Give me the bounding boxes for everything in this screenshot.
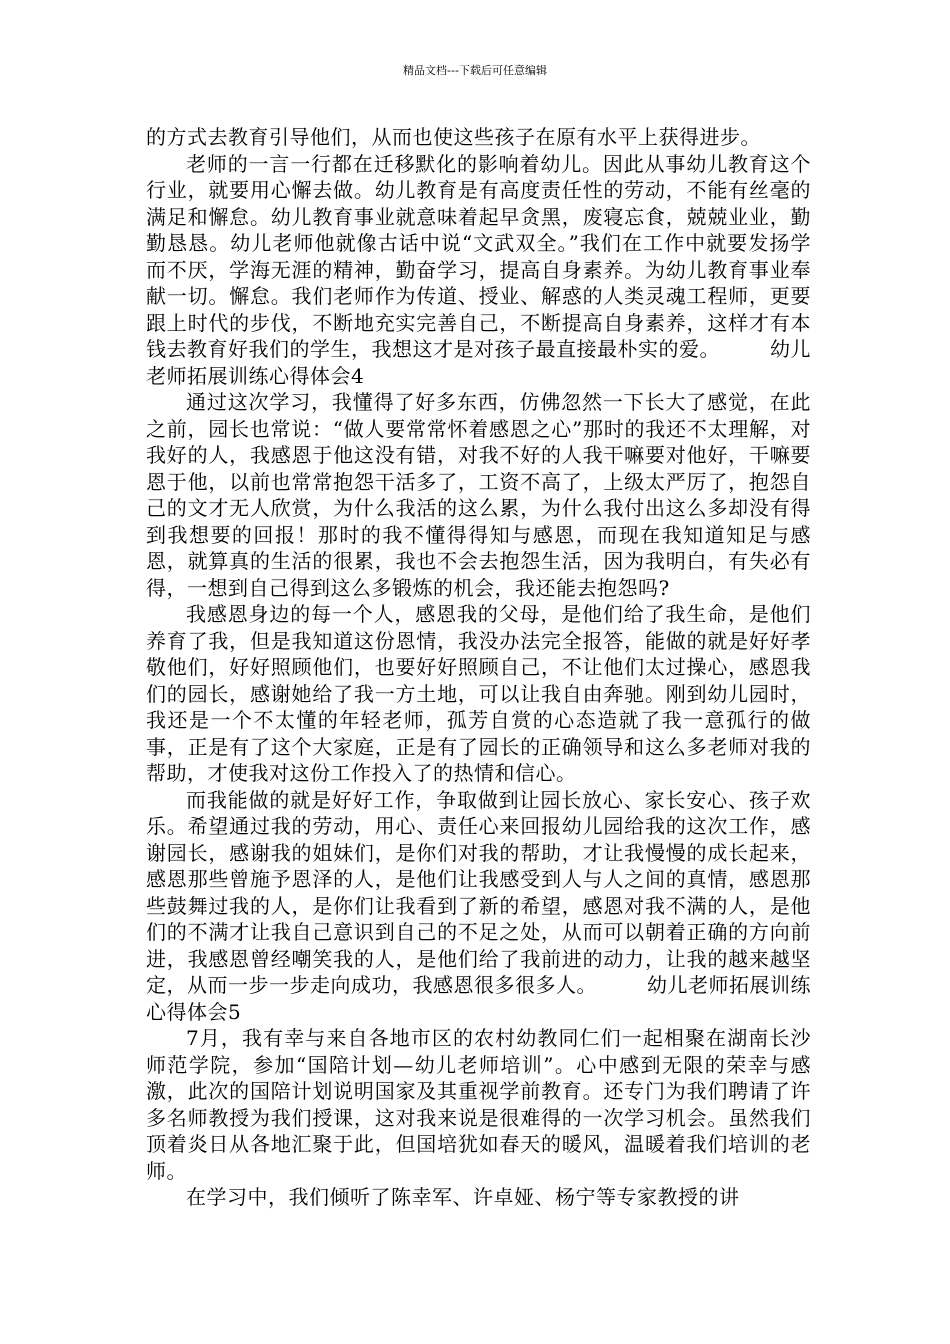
paragraph	[146, 787, 811, 1026]
paragraph-text: 而我能做的就是好好工作，争取做到让园长放心、家长安心、孩子欢乐。希望通过我的劳动，用心、责任心来回报幼儿园给我的这次工作，感谢园长，感谢我的姐妹们，是你们对我的帮助，才让我慢慢的成长起来，感恩那些曾施予恩泽的人，是他们让我感受到人与人之间的真情，感恩那些鼓舞过我的人，是你们让我看到了新的希望，感恩对我不满的人，是他们的不满才让我自己意识到自己的不足之处，从而可以朝着正确的方向前进，我感恩曾经嘲笑我的人，是他们给了我前进的动力，让我的越来越坚定，从而一步一步走向成功，我感恩很多很多人。	[146, 787, 811, 997]
paragraph	[146, 389, 811, 601]
section-heading: 幼儿老师拓展训练心得体会4	[146, 337, 811, 388]
paragraph	[146, 151, 811, 390]
paragraph-text: 在学习中，我们倾听了陈幸军、许卓娅、杨宁等专家教授的讲	[186, 1185, 740, 1209]
paragraph-text: 7月，我有幸与来自各地市区的农村幼教同仁们一起相聚在湖南长沙师范学院，参加“国陪计划—幼儿老师培训”。心中感到无限的荣幸与感激，此次的国陪计划说明国家及其重视学前教育。还专门为我们聘请了许多名师教授为我们授课，这对我来说是很难得的一次学习机会。虽然我们顶着炎日从各地汇聚于此，但国培犹如春天的暖风，温暖着我们培训的老师。	[146, 1026, 811, 1183]
paragraph-text: 通过这次学习，我懂得了好多东西，仿佛忽然一下长大了感觉，在此之前，园长也常说：“做人要常常怀着感恩之心”那时的我还不太理解，对我好的人，我感恩于他这没有错，对我不好的人我干嘛要对他好，干嘛要恩于他，以前也常常抱怨干活多了，工资不高了，上级太严厉了，抱怨自己的文才无人欣赏，为什么我活的这么累，为什么我付出这么多却没有得到我想要的回报！那时的我不懂得得知与感恩，而现在我知道知足与感恩，就算真的生活的很累，我也不会去抱怨生活，因为我明白，有失必有得，一想到自己得到这么多锻炼的机会，我还能去抱怨吗?	[146, 390, 811, 600]
paragraph-text: 我感恩身边的每一个人，感恩我的父母，是他们给了我生命，是他们养育了我，但是我知道这份恩情，我没办法完全报答，能做的就是好好孝敬他们，好好照顾他们，也要好好照顾自己，不让他们太过操心，感恩我们的园长，感谢她给了我一方土地，可以让我自由奔驰。刚到幼儿园时，我还是一个不太懂的年轻老师，孤芳自赏的心态造就了我一意孤行的做事，正是有了这个大家庭，正是有了园长的正确领导和这么多老师对我的帮助，才使我对这份工作投入了的热情和信心。	[146, 602, 811, 785]
paragraph-continuation	[146, 124, 811, 151]
document-body	[146, 124, 811, 1211]
paragraph-text: 老师的一言一行都在迁移默化的影响着幼儿。因此从事幼儿教育这个行业，就要用心懈去做。幼儿教育是有高度责任性的劳动，不能有丝毫的满足和懈怠。幼儿教育事业就意味着起早贪黑，废寝忘食，兢兢业业，勤勤恳恳。幼儿老师他就像古话中说“文武双全。”我们在工作中就要发扬学而不厌，学海无涯的精神，勤奋学习，提高自身素养。为幼儿教育事业奉献一切。懈怠。我们老师作为传道、授业、解惑的人类灵魂工程师，更要跟上时代的步伐，不断地充实完善自己，不断提高自身素养，这样才有本钱去教育好我们的学生，我想这才是对孩子最直接最朴实的爱。	[146, 151, 811, 361]
page-header: 精品文档---下载后可任意编辑	[403, 64, 547, 77]
paragraph	[146, 601, 811, 787]
paragraph	[146, 1025, 811, 1184]
paragraph	[146, 1184, 811, 1211]
paragraph-text: 的方式去教育引导他们，从而也使这些孩子在原有水平上获得进步。	[146, 125, 761, 149]
section-heading: 幼儿老师拓展训练心得体会5	[146, 973, 811, 1024]
